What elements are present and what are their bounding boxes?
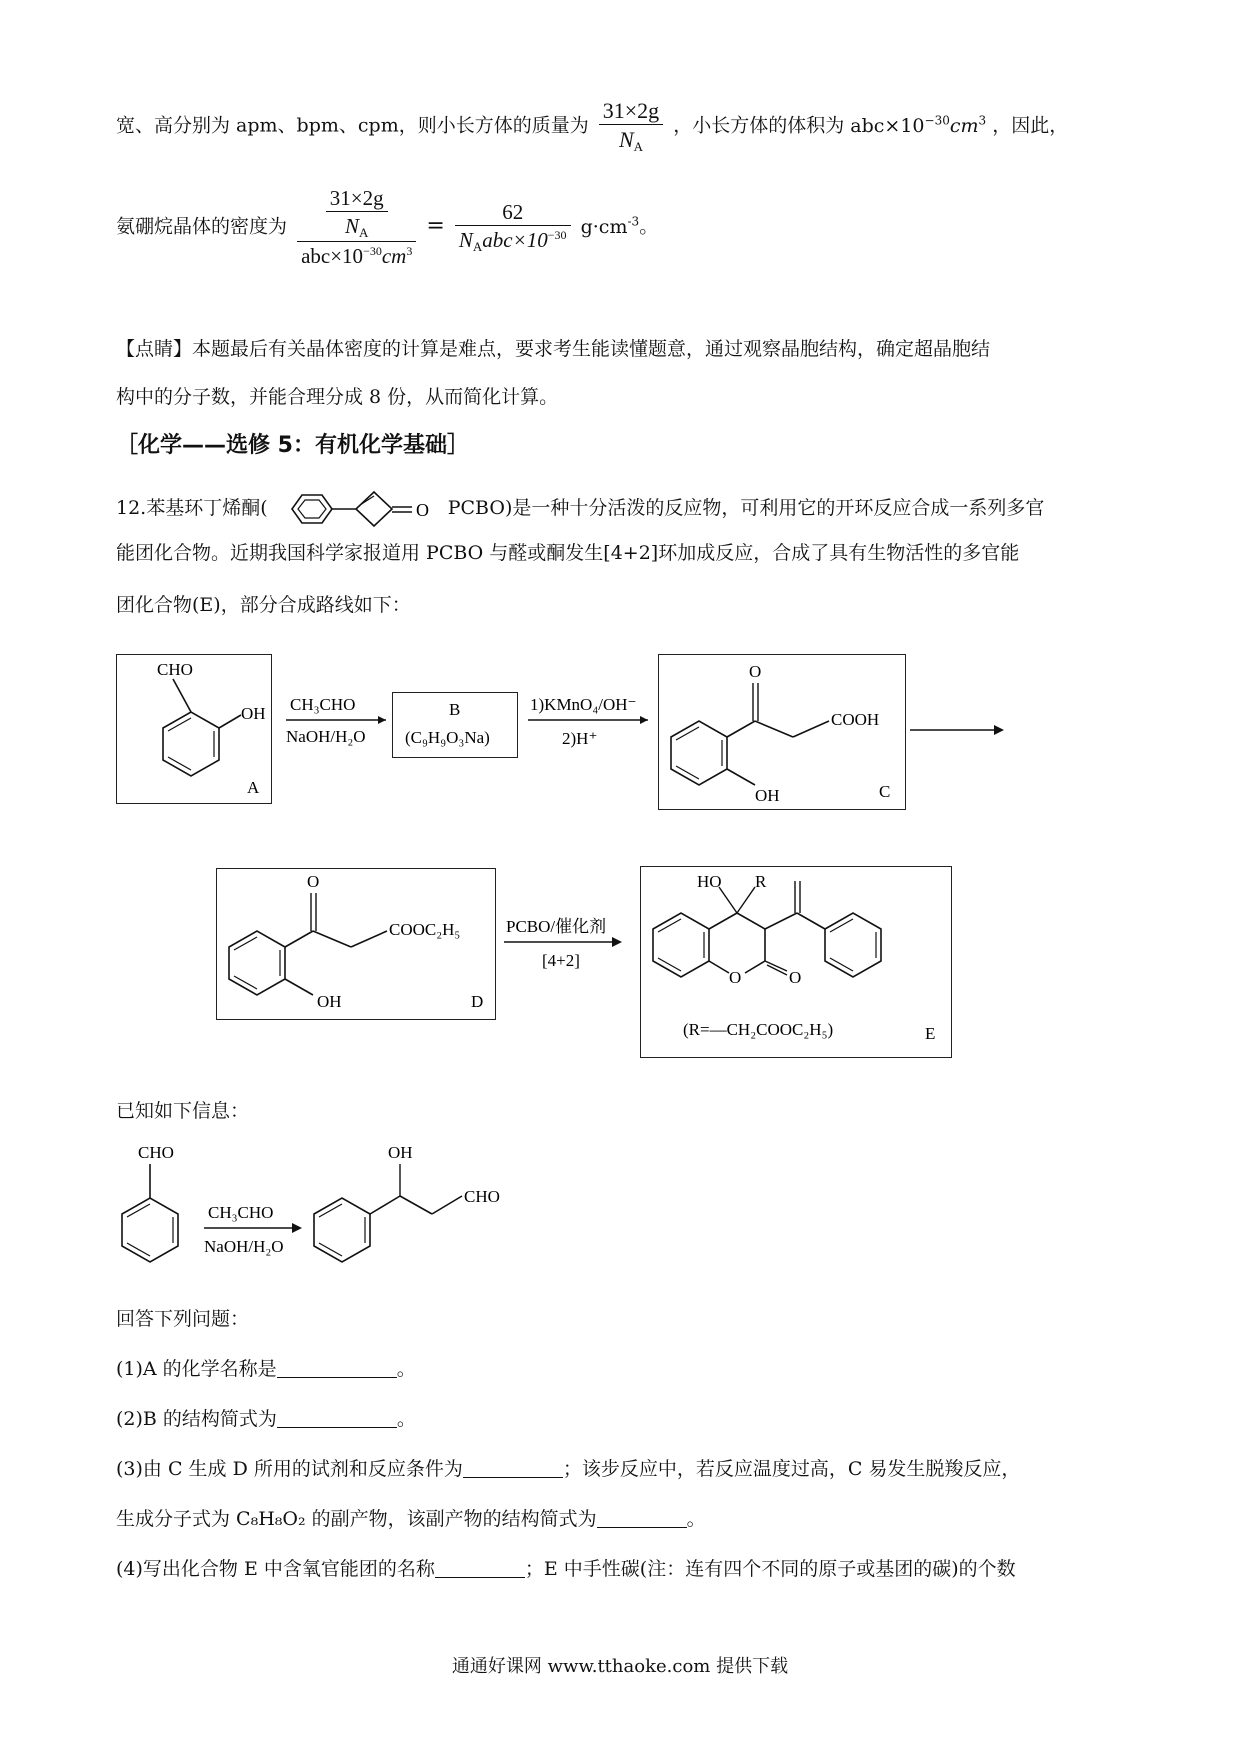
question-3-line-1: (3)由 C 生成 D 所用的试剂和反应条件为 ；该步反应中，若反应温度过高，C 易发生脱羧反应， [116, 1458, 1021, 1480]
question-2: (2)B 的结构简式为 。 [116, 1408, 416, 1430]
mass-fraction [599, 98, 663, 155]
c-cooh-label: COOH [831, 710, 880, 729]
e-carbonyl-o: O [789, 968, 802, 987]
para1-text-after: ，因此， [992, 114, 1069, 137]
mass-denominator: $N_A$ [618, 127, 644, 154]
c-ketone-o: O [749, 662, 762, 681]
compound-d-label: D [471, 992, 484, 1011]
step1-conditions: NaOH/H₂O [286, 727, 366, 746]
d-ketone-o: O [307, 872, 320, 891]
e-r-label: R [755, 872, 767, 891]
density-unit: $g\cdot cm^{-3}$ [580, 214, 640, 238]
q12-line-2: 能团化合物。近期我国科学家报道用 PCBO 与醛或酮发生[4+2]环加成反应，合成了具有生物活性的多官能 [116, 542, 1020, 564]
step3-condition: [4+2] [542, 951, 580, 970]
a-oh-label: OH [241, 704, 266, 723]
density-fraction-2-denominator: $N_Aabc\times 10^{-30}$ [458, 228, 567, 254]
pcbo-structure-icon [274, 486, 442, 532]
q12-line-3: 团化合物(E)，部分合成路线如下： [116, 594, 411, 616]
e-ring-o: O [729, 968, 742, 987]
step2-arrow [524, 690, 660, 756]
q12-line-1 [116, 486, 1044, 532]
density-fraction-2 [455, 200, 571, 255]
volume-expr: $abc\times 10^{-30}cm^3$ [850, 113, 987, 137]
answer-blank-3a[interactable] [463, 1459, 563, 1478]
density-fraction-2-numerator: 62 [455, 200, 571, 226]
answer-blank-3b[interactable] [597, 1509, 687, 1528]
known-reagent: CH₃CHO [208, 1203, 274, 1222]
known-cho-label: CHO [138, 1143, 174, 1162]
inner-denominator: $N_A$ [345, 214, 369, 240]
compound-b-box [392, 692, 518, 758]
q12-text-a: 12.苯基环丁烯酮( [116, 497, 268, 519]
c-oh-label: OH [755, 786, 780, 805]
section-title: ［化学——选修 5：有机化学基础］ [116, 433, 469, 458]
answer-blank-4[interactable] [435, 1559, 525, 1578]
step1-reagent: CH₃CHO [290, 695, 356, 714]
density-fraction-1-denominator: $abc\times 10^{-30}cm^3$ [301, 244, 413, 268]
step3-reagent: PCBO/催化剂 [506, 917, 607, 936]
known-product-oh: OH [388, 1143, 413, 1162]
compound-b-formula: (C₉H₉O₃Na) [405, 728, 490, 747]
compound-d-structure [217, 869, 495, 1019]
step2-reagent-2: 2)H⁺ [562, 729, 598, 748]
question-4: (4)写出化合物 E 中含氧官能团的名称 ；E 中手性碳(注：连有四个不同的原子或基团的碳)的个数 [116, 1558, 1016, 1580]
e-r-definition: (R=—CH₂COOC₂H₅) [683, 1020, 834, 1039]
compound-e-structure [641, 867, 951, 1057]
density-label: 氨硼烷晶体的密度为 [116, 215, 288, 238]
known-reaction-scheme [112, 1134, 552, 1290]
step1-arrow [282, 690, 394, 750]
compound-e-label: E [925, 1024, 936, 1043]
question-3-line-2: 生成分子式为 C₈H₈O₂ 的副产物，该副产物的结构简式为 。 [116, 1508, 706, 1530]
step2-reagent-1: 1)KMnO₄/OH⁻ [530, 695, 637, 714]
step3-arrow [502, 908, 632, 978]
density-formula-line: 氨硼烷晶体的密度为 $\frac{\frac{31\times 2g}{N_A}}{abc\times 10^{-30}cm^3}$ = $\frac{62}{N_Aabc\times 10^{-30}}$ $g\cdot cm^{-3}$。 [116, 186, 659, 268]
compound-a-box [116, 654, 272, 804]
d-oh-label: OH [317, 992, 342, 1011]
e-ho-label: HO [697, 872, 722, 891]
compound-b-label: B [449, 700, 461, 719]
d-ester-label: COOC₂H₅ [389, 920, 461, 939]
known-conditions: NaOH/H₂O [204, 1237, 284, 1256]
compound-e-box [640, 866, 952, 1058]
mass-numerator: 31×2g [599, 98, 663, 125]
para1-text-before: 宽、高分别为 apm、bpm、cpm，则小长方体的质量为 [116, 114, 589, 137]
svg-text:O: O [415, 500, 429, 520]
compound-c-box [658, 654, 906, 810]
answer-blank-1[interactable] [277, 1359, 397, 1378]
density-fraction-1 [297, 186, 416, 269]
compound-d-box [216, 868, 496, 1020]
known-info-title: 已知如下信息： [116, 1100, 250, 1122]
inner-numerator: 31×2g [326, 186, 388, 212]
compound-c-structure [659, 655, 905, 809]
dianjing-line-1: 【点睛】本题最后有关晶体密度的计算是难点，要求考生能读懂题意，通过观察晶胞结构，确定超晶胞结 [116, 338, 991, 360]
c-to-d-arrow [908, 722, 1008, 738]
answer-blank-2[interactable] [277, 1409, 397, 1428]
density-fraction-1-numerator [297, 186, 416, 242]
para1-text-middle: ，小长方体的体积为 [673, 114, 845, 137]
questions-intro: 回答下列问题： [116, 1308, 250, 1330]
dianjing-line-2: 构中的分子数，并能合理分成 8 份，从而简化计算。 [116, 386, 559, 408]
known-product-cho: CHO [464, 1187, 500, 1206]
question-1: (1)A 的化学名称是 。 [116, 1358, 416, 1380]
para1-line [116, 98, 1068, 155]
page-footer: 通通好课网 www.tthaoke.com 提供下载 [451, 1656, 789, 1677]
compound-a-label: A [247, 778, 260, 797]
compound-a-structure [117, 655, 271, 803]
a-cho-label: CHO [157, 660, 193, 679]
q12-text-b: PCBO)是一种十分活泼的反应物，可利用它的开环反应合成一系列多官 [447, 497, 1045, 519]
compound-c-label: C [879, 782, 891, 801]
equals-sign: = [426, 213, 445, 239]
